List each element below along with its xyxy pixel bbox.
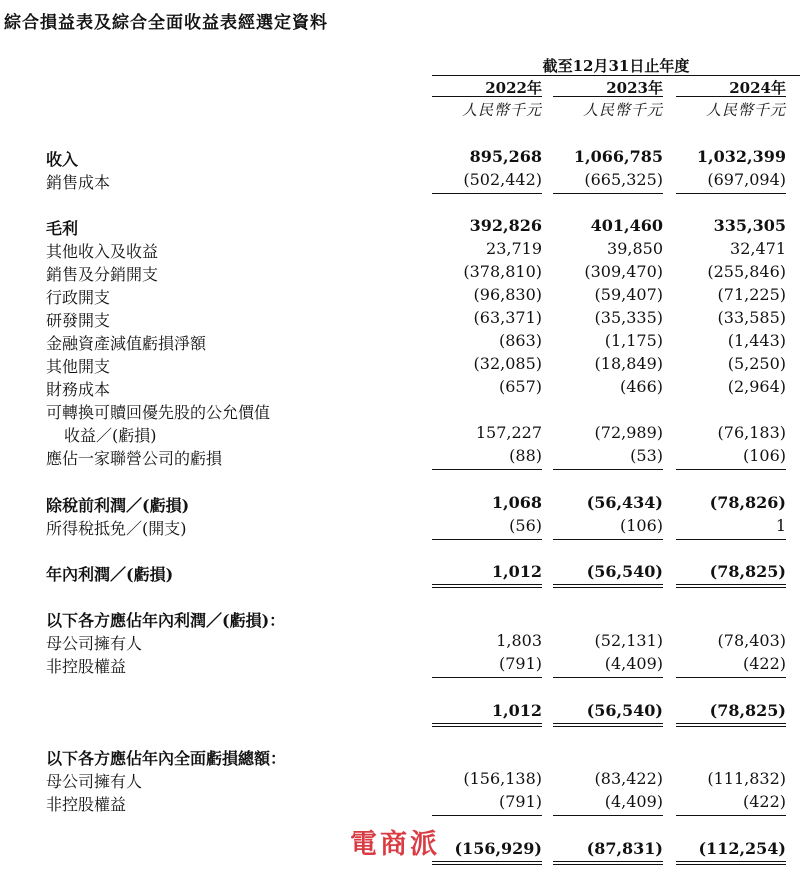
table-row-admin-expenses bbox=[0, 285, 800, 308]
row-value: (309,470) bbox=[584, 262, 663, 281]
table-row-associate-loss bbox=[0, 446, 800, 469]
column-year: 2023年 bbox=[606, 79, 663, 97]
row-value: 1,012 bbox=[491, 562, 542, 581]
row-value: (863) bbox=[498, 331, 542, 350]
row-value: (1,175) bbox=[604, 331, 663, 350]
period-rule bbox=[432, 75, 800, 76]
row-value: (96,830) bbox=[473, 285, 542, 304]
row-value: 1,032,399 bbox=[696, 147, 786, 166]
total-double-rule bbox=[432, 861, 542, 865]
row-value: 335,305 bbox=[713, 216, 786, 235]
row-value: (88) bbox=[509, 446, 542, 465]
table-row-cost-of-sales bbox=[0, 170, 800, 193]
column-unit: 人民幣千元 bbox=[582, 101, 663, 119]
total-double-rule bbox=[553, 723, 663, 727]
row-value: (5,250) bbox=[727, 354, 786, 373]
table-row-impairment bbox=[0, 331, 800, 354]
row-label: 財務成本 bbox=[46, 380, 111, 399]
total-double-rule bbox=[553, 584, 663, 588]
row-value: (4,409) bbox=[604, 654, 663, 673]
row-label: 可轉換可贖回優先股的公允價值 bbox=[46, 403, 271, 422]
row-value: (156,929) bbox=[454, 839, 542, 858]
row-value: (697,094) bbox=[707, 170, 786, 189]
column-year: 2024年 bbox=[729, 79, 786, 97]
total-double-rule bbox=[676, 584, 786, 588]
column-unit: 人民幣千元 bbox=[705, 101, 786, 119]
subtotal-rule bbox=[432, 815, 542, 816]
row-value: (112,254) bbox=[698, 839, 786, 858]
row-value: (78,826) bbox=[709, 493, 786, 512]
table-row-attrib-profit-header bbox=[0, 608, 800, 631]
table-row-attrib-nci bbox=[0, 654, 800, 677]
table-row-profit-year bbox=[0, 562, 800, 585]
total-double-rule bbox=[676, 861, 786, 865]
subtotal-rule bbox=[676, 539, 786, 540]
row-label: 以下各方應佔年內利潤／(虧損)： bbox=[46, 611, 286, 630]
watermark-logo: 電商派 bbox=[350, 829, 440, 860]
row-label: 年內利潤／(虧損) bbox=[46, 565, 174, 584]
row-value: (87,831) bbox=[586, 839, 663, 858]
row-label: 非控股權益 bbox=[46, 657, 127, 676]
row-value: (106) bbox=[619, 516, 663, 535]
row-value: 1,066,785 bbox=[573, 147, 663, 166]
row-value: (76,183) bbox=[717, 423, 786, 442]
row-value: (33,585) bbox=[717, 308, 786, 327]
row-value: (791) bbox=[498, 792, 542, 811]
row-label: 毛利 bbox=[46, 219, 79, 238]
table-row-attrib-parent bbox=[0, 631, 800, 654]
table-row-gross-profit bbox=[0, 216, 800, 239]
row-label: 以下各方應佔年內全面虧損總額： bbox=[46, 749, 287, 768]
row-value: (56,434) bbox=[586, 493, 663, 512]
row-value: (52,131) bbox=[594, 631, 663, 650]
row-label: 所得稅抵免／(開支) bbox=[46, 519, 187, 538]
row-value: (56,540) bbox=[586, 701, 663, 720]
row-value: (111,832) bbox=[707, 769, 786, 788]
row-label: 收入 bbox=[46, 150, 79, 169]
row-label: 行政開支 bbox=[46, 288, 111, 307]
total-double-rule bbox=[553, 861, 663, 865]
row-value: (4,409) bbox=[604, 792, 663, 811]
table-row-attrib-comp-header bbox=[0, 746, 800, 769]
header-rule bbox=[676, 96, 786, 97]
table-row-pbt bbox=[0, 493, 800, 516]
total-double-rule bbox=[432, 723, 542, 727]
row-label: 應佔一家聯營公司的虧損 bbox=[46, 449, 223, 468]
row-label: 非控股權益 bbox=[46, 795, 127, 814]
row-value: (53) bbox=[630, 446, 663, 465]
row-value: 895,268 bbox=[469, 147, 542, 166]
row-value: (255,846) bbox=[707, 262, 786, 281]
column-header-2023 bbox=[553, 77, 663, 120]
row-label: 母公司擁有人 bbox=[46, 634, 143, 653]
subtotal-rule bbox=[432, 539, 542, 540]
subtotal-rule bbox=[432, 469, 542, 470]
row-value: (422) bbox=[742, 654, 786, 673]
row-value: (72,989) bbox=[594, 423, 663, 442]
row-value: (466) bbox=[619, 377, 663, 396]
row-value: 39,850 bbox=[607, 239, 663, 258]
row-value: 1,803 bbox=[496, 631, 542, 650]
row-value: 1,012 bbox=[491, 701, 542, 720]
row-value: (106) bbox=[742, 446, 786, 465]
row-value: (156,138) bbox=[463, 769, 542, 788]
subtotal-rule bbox=[676, 815, 786, 816]
subtotal-rule bbox=[676, 193, 786, 194]
row-value: (32,085) bbox=[473, 354, 542, 373]
subtotal-rule bbox=[676, 469, 786, 470]
page-title: 綜合損益表及綜合全面收益表經選定資料 bbox=[4, 13, 328, 33]
row-value: (657) bbox=[498, 377, 542, 396]
subtotal-rule bbox=[432, 677, 542, 678]
table-row-comp-nci bbox=[0, 792, 800, 815]
subtotal-rule bbox=[432, 193, 542, 194]
table-row-fv-preferred bbox=[0, 423, 800, 446]
row-value: (665,325) bbox=[584, 170, 663, 189]
row-value: 23,719 bbox=[486, 239, 542, 258]
header-rule bbox=[553, 96, 663, 97]
row-label: 收益／(虧損) bbox=[64, 426, 157, 445]
row-value: 1,068 bbox=[491, 493, 542, 512]
column-header-2024 bbox=[676, 77, 786, 120]
table-row-other-expenses bbox=[0, 354, 800, 377]
subtotal-rule bbox=[553, 677, 663, 678]
row-label: 其他開支 bbox=[46, 357, 111, 376]
row-value: (83,422) bbox=[594, 769, 663, 788]
row-value: 401,460 bbox=[590, 216, 663, 235]
row-value: 392,826 bbox=[469, 216, 542, 235]
row-label: 金融資產減值虧損淨額 bbox=[46, 334, 207, 353]
period-header: 截至12月31日止年度 bbox=[542, 57, 690, 75]
row-value: (78,825) bbox=[709, 701, 786, 720]
row-value: 1 bbox=[775, 516, 786, 535]
row-label: 銷售及分銷開支 bbox=[46, 265, 159, 284]
row-value: (59,407) bbox=[594, 285, 663, 304]
row-value: (18,849) bbox=[594, 354, 663, 373]
subtotal-rule bbox=[676, 677, 786, 678]
row-value: 32,471 bbox=[730, 239, 786, 258]
subtotal-rule bbox=[553, 815, 663, 816]
table-row-selling-expenses bbox=[0, 262, 800, 285]
subtotal-rule bbox=[553, 193, 663, 194]
table-row-fv-preferred-label bbox=[0, 400, 800, 423]
row-label: 其他收入及收益 bbox=[46, 242, 159, 261]
row-value: (378,810) bbox=[463, 262, 542, 281]
table-row-revenue bbox=[0, 147, 800, 170]
header-rule bbox=[432, 96, 542, 97]
row-value: (56) bbox=[509, 516, 542, 535]
table-row-comp-parent bbox=[0, 769, 800, 792]
subtotal-rule bbox=[553, 539, 663, 540]
table-row-tax bbox=[0, 516, 800, 539]
row-value: (78,403) bbox=[717, 631, 786, 650]
row-label: 研發開支 bbox=[46, 311, 111, 330]
total-double-rule bbox=[676, 723, 786, 727]
row-label: 母公司擁有人 bbox=[46, 772, 143, 791]
table-row-rd-expenses bbox=[0, 308, 800, 331]
column-header-2022 bbox=[432, 77, 542, 120]
table-row-attrib-total bbox=[0, 701, 800, 724]
row-value: 157,227 bbox=[475, 423, 542, 442]
row-value: (422) bbox=[742, 792, 786, 811]
row-value: (2,964) bbox=[727, 377, 786, 396]
row-value: (78,825) bbox=[709, 562, 786, 581]
subtotal-rule bbox=[553, 469, 663, 470]
table-row-finance-costs bbox=[0, 377, 800, 400]
row-value: (1,443) bbox=[727, 331, 786, 350]
total-double-rule bbox=[432, 584, 542, 588]
column-year: 2022年 bbox=[485, 79, 542, 97]
row-value: (35,335) bbox=[594, 308, 663, 327]
row-label: 除稅前利潤／(虧損) bbox=[46, 496, 190, 515]
table-row-other-income bbox=[0, 239, 800, 262]
row-value: (502,442) bbox=[463, 170, 542, 189]
column-unit: 人民幣千元 bbox=[461, 101, 542, 119]
row-value: (63,371) bbox=[473, 308, 542, 327]
row-value: (56,540) bbox=[586, 562, 663, 581]
row-label: 銷售成本 bbox=[46, 173, 111, 192]
row-value: (71,225) bbox=[717, 285, 786, 304]
row-value: (791) bbox=[498, 654, 542, 673]
